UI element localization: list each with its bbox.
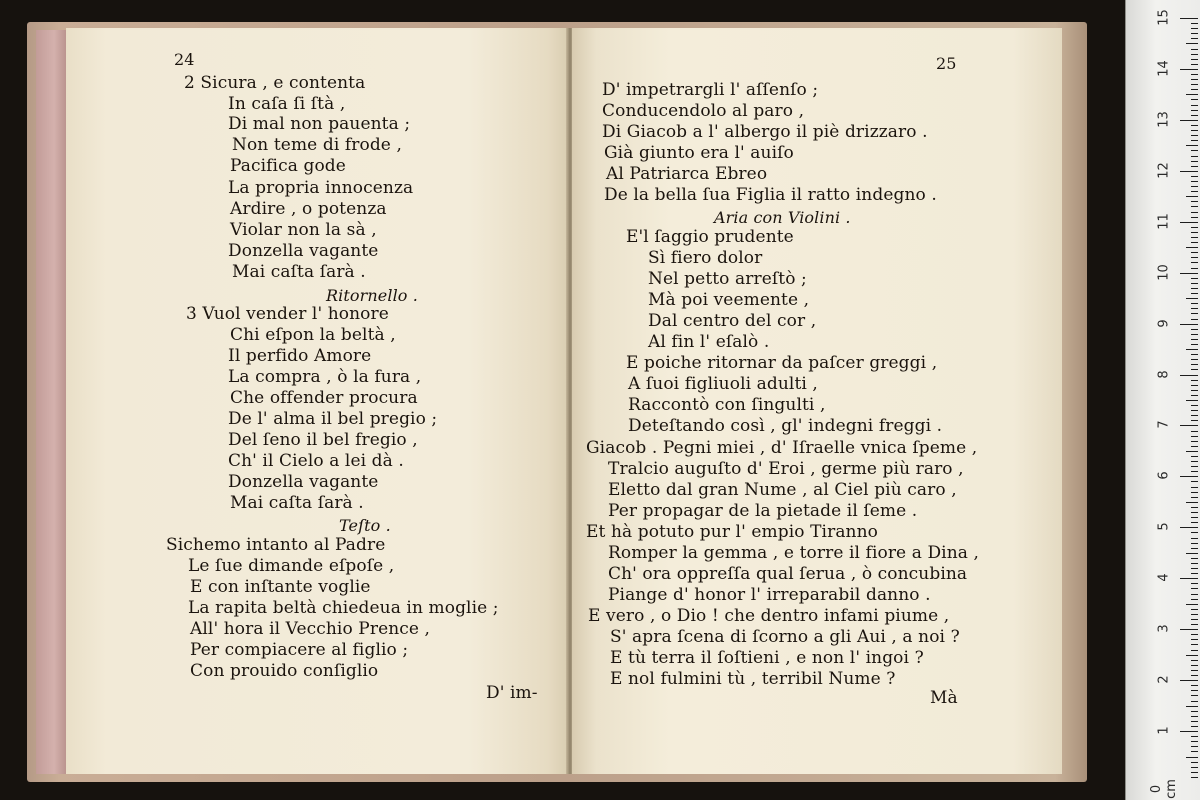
ruler-tick bbox=[1186, 400, 1198, 401]
text-line: Che offender procura bbox=[230, 388, 418, 408]
text-line: Conducendolo al paro , bbox=[602, 101, 805, 121]
text-line: Donzella vagante bbox=[228, 241, 379, 261]
ruler-tick bbox=[1191, 135, 1198, 136]
text-line: Chi eſpon la beltà , bbox=[230, 325, 396, 345]
ruler-label: 10 bbox=[1156, 263, 1172, 281]
ruler-label: 8 bbox=[1156, 369, 1172, 379]
text-line: La rapita beltà chiedeua in moglie ; bbox=[188, 598, 499, 618]
text-line: Al fin l' eſalò . bbox=[648, 332, 770, 352]
ruler-tick bbox=[1191, 487, 1198, 488]
ruler-tick bbox=[1191, 481, 1198, 482]
ruler-label: 9 bbox=[1156, 318, 1172, 328]
ruler-tick bbox=[1191, 405, 1198, 406]
text-line: Ch' il Cielo a lei dà . bbox=[228, 451, 404, 471]
ruler-tick bbox=[1191, 609, 1198, 610]
text-line: Deteſtando così , gl' indegni freggi . bbox=[628, 416, 943, 436]
ruler-tick bbox=[1191, 461, 1198, 462]
ruler-label: 4 bbox=[1156, 573, 1172, 582]
text-line: Al Patriarca Ebreo bbox=[606, 164, 768, 184]
ruler-tick bbox=[1191, 532, 1198, 533]
ruler-tick bbox=[1180, 69, 1198, 70]
ruler-tick bbox=[1191, 161, 1198, 162]
ruler-label: 12 bbox=[1156, 162, 1172, 179]
text-line: Donzella vagante bbox=[228, 472, 379, 492]
text-line: Violar non la sà , bbox=[230, 220, 377, 240]
ruler-tick bbox=[1191, 49, 1198, 50]
ruler-label: 13 bbox=[1156, 111, 1172, 128]
ruler-tick bbox=[1191, 772, 1198, 773]
text-line: D' impetrargli l' aſſenſo ; bbox=[602, 80, 819, 100]
ruler-tick bbox=[1191, 278, 1198, 279]
section-heading: Teſto . bbox=[339, 516, 391, 535]
ruler-tick bbox=[1191, 619, 1198, 620]
text-line: Pacifica gode bbox=[230, 156, 346, 176]
ruler-tick bbox=[1191, 33, 1198, 34]
ruler-tick bbox=[1191, 639, 1198, 640]
ruler-tick bbox=[1186, 349, 1198, 350]
left-page bbox=[66, 28, 568, 774]
ruler-tick bbox=[1191, 741, 1198, 742]
ruler-tick bbox=[1191, 538, 1198, 539]
ruler-tick bbox=[1191, 38, 1198, 39]
ruler-tick bbox=[1191, 431, 1198, 432]
ruler-label: 5 bbox=[1156, 522, 1172, 531]
ruler-tick bbox=[1191, 395, 1198, 396]
ruler-tick bbox=[1191, 736, 1198, 737]
text-line: Tralcio auguſto d' Eroi , germe più raro , bbox=[608, 459, 964, 479]
ruler-tick bbox=[1191, 456, 1198, 457]
text-line: Piange d' honor l' irreparabil danno . bbox=[608, 585, 931, 605]
text-line: All' hora il Vecchio Prence , bbox=[190, 619, 431, 639]
ruler-tick bbox=[1191, 695, 1198, 696]
ruler-tick bbox=[1191, 150, 1198, 151]
ruler-tick bbox=[1191, 232, 1198, 233]
text-line: Sì fiero dolor bbox=[648, 248, 763, 268]
right-page bbox=[572, 28, 1062, 774]
text-line: E vero , o Dio ! che dentro infami piume , bbox=[588, 606, 950, 626]
ruler-label: 2 bbox=[1156, 675, 1172, 684]
ruler-tick bbox=[1191, 89, 1198, 90]
ruler-tick bbox=[1191, 319, 1198, 320]
ruler-tick bbox=[1180, 324, 1198, 325]
text-line: Con prouido conſiglio bbox=[190, 661, 379, 681]
ruler-tick bbox=[1191, 23, 1198, 24]
ruler-tick bbox=[1186, 451, 1198, 452]
ruler-tick bbox=[1180, 629, 1198, 630]
text-line: Mai caſta ſarà . bbox=[230, 493, 364, 513]
text-line: A ſuoi figliuoli adulti , bbox=[628, 374, 818, 394]
section-heading: Ritornello . bbox=[326, 286, 418, 305]
ruler-label: 7 bbox=[1156, 420, 1172, 430]
ruler-tick bbox=[1191, 711, 1198, 712]
ruler-tick bbox=[1191, 201, 1198, 202]
text-line: La propria innocenza bbox=[228, 178, 414, 198]
ruler-tick bbox=[1191, 288, 1198, 289]
page-edge-stack bbox=[36, 30, 66, 774]
ruler-tick bbox=[1191, 410, 1198, 411]
text-line: E tù terra il ſoſtieni , e non l' ingoi ? bbox=[610, 648, 924, 668]
ruler-tick bbox=[1191, 262, 1198, 263]
ruler-tick bbox=[1191, 644, 1198, 645]
ruler-tick bbox=[1191, 446, 1198, 447]
ruler-tick bbox=[1191, 507, 1198, 508]
ruler-tick bbox=[1186, 706, 1198, 707]
text-line: 2 Sicura , e contenta bbox=[184, 73, 366, 93]
ruler-tick bbox=[1191, 303, 1198, 304]
ruler-tick bbox=[1186, 43, 1198, 44]
ruler-tick bbox=[1191, 568, 1198, 569]
text-line: La compra , ò la fura , bbox=[228, 367, 422, 387]
ruler-tick bbox=[1191, 716, 1198, 717]
ruler-tick bbox=[1191, 339, 1198, 340]
ruler-tick bbox=[1191, 359, 1198, 360]
ruler-tick bbox=[1191, 237, 1198, 238]
ruler-tick bbox=[1186, 247, 1198, 248]
ruler-tick bbox=[1191, 329, 1198, 330]
ruler-tick bbox=[1191, 751, 1198, 752]
ruler-tick bbox=[1191, 634, 1198, 635]
ruler-tick bbox=[1191, 176, 1198, 177]
ruler-tick bbox=[1191, 415, 1198, 416]
ruler-tick bbox=[1191, 624, 1198, 625]
ruler-tick bbox=[1191, 762, 1198, 763]
ruler-tick bbox=[1191, 670, 1198, 671]
ruler-tick bbox=[1191, 497, 1198, 498]
ruler-tick bbox=[1191, 665, 1198, 666]
page-number-right: 25 bbox=[936, 54, 957, 73]
ruler-tick bbox=[1191, 181, 1198, 182]
ruler-tick bbox=[1180, 731, 1198, 732]
ruler-tick bbox=[1191, 28, 1198, 29]
ruler-tick bbox=[1191, 588, 1198, 589]
ruler-tick bbox=[1180, 273, 1198, 274]
ruler-tick bbox=[1191, 64, 1198, 65]
ruler-tick bbox=[1191, 441, 1198, 442]
ruler-tick bbox=[1191, 99, 1198, 100]
catchword-left: D' im- bbox=[486, 683, 538, 703]
ruler-tick bbox=[1191, 59, 1198, 60]
ruler-tick bbox=[1191, 466, 1198, 467]
text-line: E'l ſaggio prudente bbox=[626, 227, 794, 247]
ruler-tick bbox=[1191, 74, 1198, 75]
ruler-tick bbox=[1191, 690, 1198, 691]
ruler-tick bbox=[1191, 369, 1198, 370]
text-line: Non teme di frode , bbox=[232, 135, 402, 155]
text-line: In caſa ſi ſtà , bbox=[228, 94, 346, 114]
ruler-tick bbox=[1186, 145, 1198, 146]
text-line: Sichemo intanto al Padre bbox=[166, 535, 386, 555]
ruler-tick bbox=[1180, 222, 1198, 223]
ruler-tick bbox=[1191, 436, 1198, 437]
ruler-tick bbox=[1191, 79, 1198, 80]
ruler-tick bbox=[1191, 471, 1198, 472]
ruler-tick bbox=[1191, 212, 1198, 213]
ruler-label: 1 bbox=[1156, 726, 1172, 735]
ruler-label: 11 bbox=[1156, 212, 1172, 230]
ruler-label: 6 bbox=[1156, 471, 1172, 481]
ruler-tick bbox=[1191, 380, 1198, 381]
ruler-label: 3 bbox=[1156, 624, 1172, 633]
ruler-tick bbox=[1191, 140, 1198, 141]
text-line: Romper la gemma , e torre il fiore a Dina , bbox=[608, 543, 980, 563]
text-line: E nol fulmini tù , terribil Nume ? bbox=[610, 669, 896, 689]
text-line: Nel petto arreſtò ; bbox=[648, 269, 807, 289]
ruler-tick bbox=[1180, 425, 1198, 426]
ruler-tick bbox=[1191, 522, 1198, 523]
page-number-left: 24 bbox=[174, 50, 195, 69]
ruler-tick bbox=[1191, 726, 1198, 727]
ruler-tick bbox=[1191, 54, 1198, 55]
ruler-tick bbox=[1191, 354, 1198, 355]
ruler-tick bbox=[1180, 527, 1198, 528]
text-line: 3 Vuol vender l' honore bbox=[186, 304, 389, 324]
ruler-tick bbox=[1191, 614, 1198, 615]
text-line: Eletto dal gran Nume , al Ciel più caro , bbox=[608, 480, 957, 500]
ruler-tick bbox=[1191, 344, 1198, 345]
ruler-tick bbox=[1191, 186, 1198, 187]
section-heading: Aria con Violini . bbox=[714, 208, 851, 227]
ruler-tick bbox=[1180, 476, 1198, 477]
speaker-line: Giacob . Pegni miei , d' Iſraelle vnica ſpeme , bbox=[586, 438, 978, 458]
ruler-tick bbox=[1191, 675, 1198, 676]
ruler-tick bbox=[1191, 268, 1198, 269]
ruler-tick bbox=[1191, 313, 1198, 314]
text-line: E con inſtante voglie bbox=[190, 577, 371, 597]
ruler-tick bbox=[1191, 217, 1198, 218]
ruler-tick bbox=[1191, 156, 1198, 157]
ruler-tick bbox=[1180, 680, 1198, 681]
text-line: Mai caſta ſarà . bbox=[232, 262, 366, 282]
text-line: Ch' ora oppreſſa qual ſerua , ò concubina bbox=[608, 564, 968, 584]
ruler-tick bbox=[1191, 721, 1198, 722]
ruler-tick bbox=[1186, 502, 1198, 503]
ruler-tick bbox=[1191, 293, 1198, 294]
ruler-tick bbox=[1191, 308, 1198, 309]
ruler-tick bbox=[1191, 227, 1198, 228]
ruler-tick bbox=[1191, 660, 1198, 661]
ruler-tick bbox=[1186, 757, 1198, 758]
ruler-label: 14 bbox=[1156, 60, 1172, 77]
text-line: Raccontò con ſingulti , bbox=[628, 395, 826, 415]
ruler-tick bbox=[1191, 777, 1198, 778]
ruler-tick bbox=[1180, 171, 1198, 172]
ruler-tick bbox=[1191, 685, 1198, 686]
text-line: E poiche ritornar da paſcer greggi , bbox=[626, 353, 938, 373]
ruler-tick bbox=[1186, 196, 1198, 197]
text-line: Il perfido Amore bbox=[228, 346, 372, 366]
ruler-tick bbox=[1191, 650, 1198, 651]
ruler-tick bbox=[1191, 84, 1198, 85]
ruler-tick bbox=[1191, 390, 1198, 391]
ruler-tick bbox=[1191, 283, 1198, 284]
ruler-tick bbox=[1191, 166, 1198, 167]
ruler-tick bbox=[1191, 115, 1198, 116]
ruler-tick bbox=[1191, 385, 1198, 386]
ruler-tick bbox=[1191, 543, 1198, 544]
ruler-tick bbox=[1180, 18, 1198, 19]
ruler-tick bbox=[1191, 420, 1198, 421]
text-line: Di mal non pauenta ; bbox=[228, 114, 411, 134]
ruler-tick bbox=[1191, 583, 1198, 584]
ruler-tick bbox=[1186, 94, 1198, 95]
text-line: Ardire , o potenza bbox=[230, 199, 387, 219]
ruler-tick bbox=[1186, 604, 1198, 605]
text-line: De l' alma il bel pregio ; bbox=[228, 409, 438, 429]
ruler-tick bbox=[1191, 563, 1198, 564]
text-line: Et hà potuto pur l' empio Tiranno bbox=[586, 522, 878, 542]
ruler-tick bbox=[1191, 701, 1198, 702]
ruler-tick bbox=[1191, 206, 1198, 207]
ruler-label: 0 cm bbox=[1149, 779, 1179, 799]
text-line: Per compiacere al figlio ; bbox=[190, 640, 409, 660]
ruler-label: 15 bbox=[1156, 9, 1172, 26]
ruler-tick bbox=[1191, 599, 1198, 600]
ruler-tick bbox=[1186, 655, 1198, 656]
ruler-tick bbox=[1191, 334, 1198, 335]
ruler-tick bbox=[1191, 492, 1198, 493]
ruler-tick bbox=[1191, 594, 1198, 595]
text-line: Le ſue dimande eſpoſe , bbox=[188, 556, 395, 576]
ruler-tick bbox=[1191, 573, 1198, 574]
text-line: Del ſeno il bel fregio , bbox=[228, 430, 418, 450]
text-line: Di Giacob a l' albergo il piè drizzaro . bbox=[602, 122, 928, 142]
ruler-tick bbox=[1191, 364, 1198, 365]
ruler-tick bbox=[1191, 130, 1198, 131]
text-line: Dal centro del cor , bbox=[648, 311, 817, 331]
ruler-tick bbox=[1191, 746, 1198, 747]
text-line: De la bella ſua Figlia il ratto indegno . bbox=[604, 185, 937, 205]
ruler-tick bbox=[1191, 257, 1198, 258]
text-line: S' apra ſcena di ſcorno a gli Aui , a noi ? bbox=[610, 627, 960, 647]
ruler-tick bbox=[1186, 298, 1198, 299]
catchword-right: Mà bbox=[930, 688, 958, 708]
ruler-tick bbox=[1180, 120, 1198, 121]
ruler-tick bbox=[1191, 252, 1198, 253]
ruler-tick bbox=[1191, 125, 1198, 126]
ruler-tick bbox=[1191, 558, 1198, 559]
text-line: Mà poi veemente , bbox=[648, 290, 810, 310]
ruler-tick bbox=[1191, 548, 1198, 549]
ruler-tick bbox=[1191, 105, 1198, 106]
ruler-tick bbox=[1186, 553, 1198, 554]
ruler-tick bbox=[1180, 375, 1198, 376]
ruler-tick bbox=[1191, 110, 1198, 111]
ruler-tick bbox=[1191, 191, 1198, 192]
ruler-tick bbox=[1191, 517, 1198, 518]
ruler-tick bbox=[1180, 578, 1198, 579]
ruler-tick bbox=[1191, 767, 1198, 768]
ruler-tick bbox=[1191, 242, 1198, 243]
ruler-tick bbox=[1191, 512, 1198, 513]
text-line: Per propagar de la pietade il ſeme . bbox=[608, 501, 918, 521]
text-line: Già giunto era l' auiſo bbox=[604, 143, 794, 163]
